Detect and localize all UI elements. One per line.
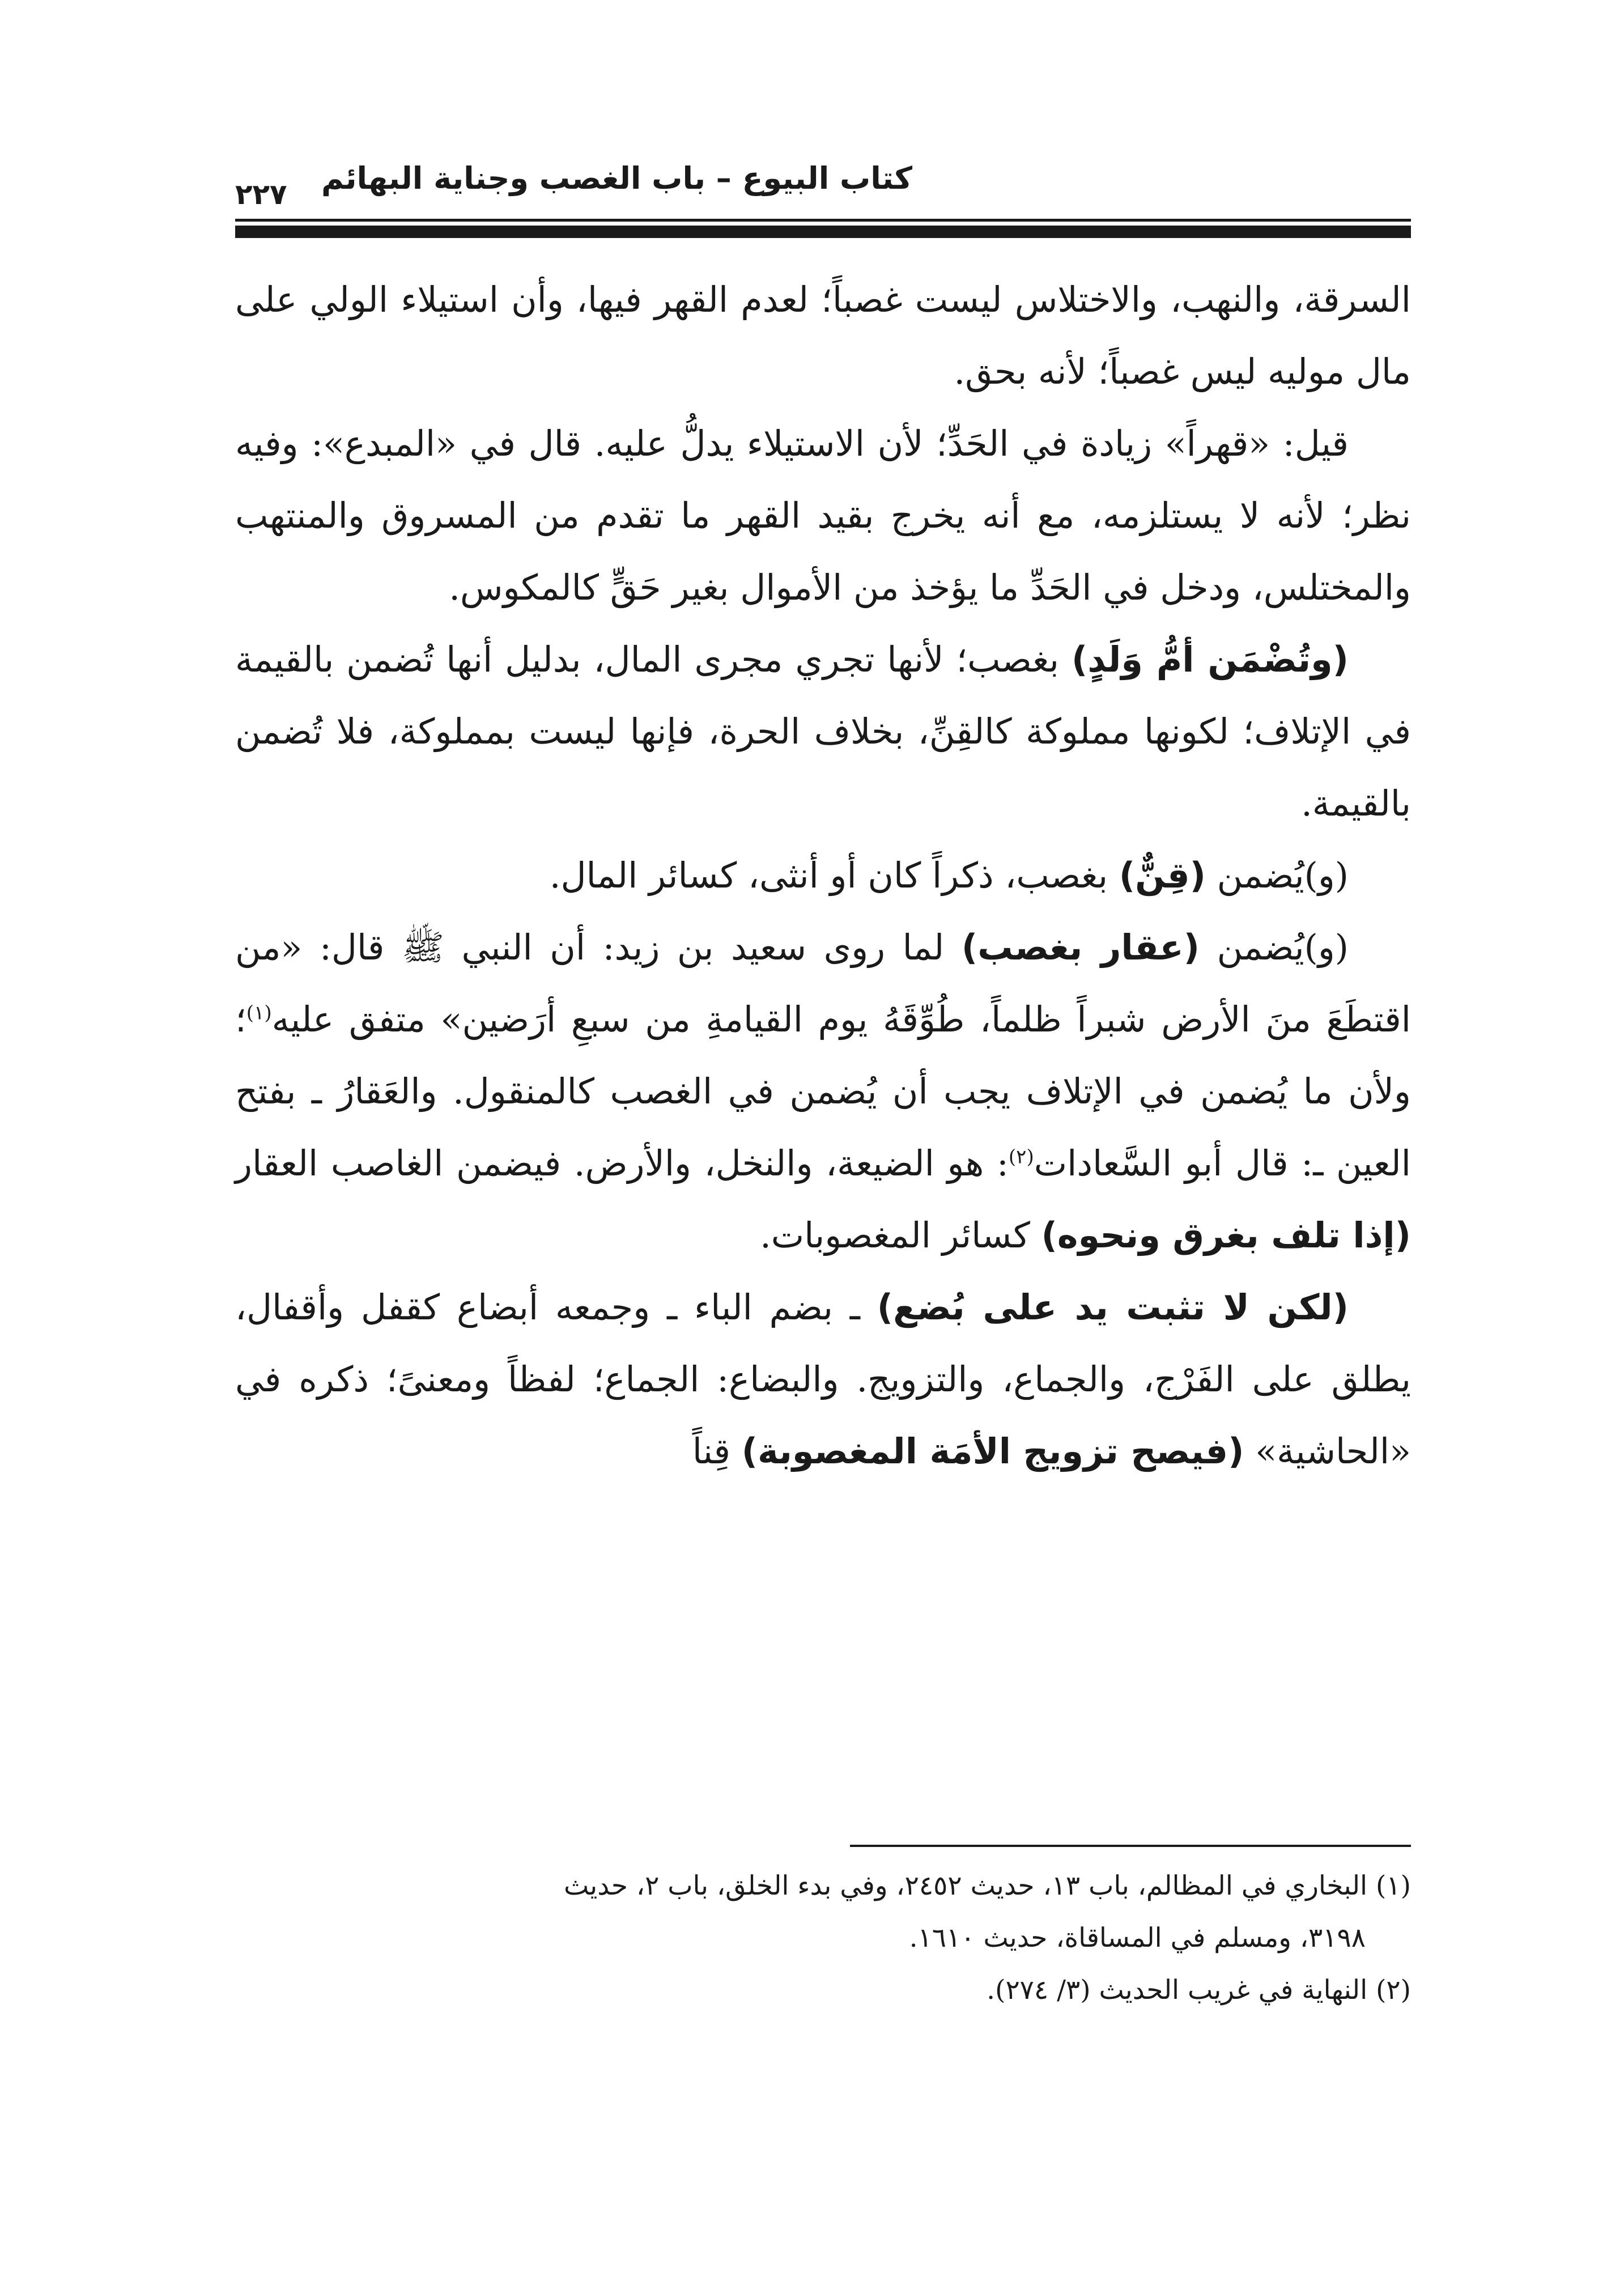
bold-term: (فيصح تزويج الأمَة المغصوبة) bbox=[741, 1430, 1244, 1472]
bold-term: (وتُضْمَن أمُّ وَلَدٍ) bbox=[1071, 639, 1349, 680]
page-number: ٢٢٧ bbox=[235, 178, 287, 211]
footnotes bbox=[235, 1860, 1411, 2016]
header-rule-thick bbox=[235, 226, 1411, 238]
running-header bbox=[235, 153, 1411, 215]
footnote-2: (٢) النهاية في غريب الحديث (٣/ ٢٧٤). bbox=[987, 1974, 1411, 2006]
bold-term: (إذا تلف بغرق ونحوه) bbox=[1041, 1215, 1411, 1256]
header-title: كتاب البيوع – باب الغصب وجناية البهائم bbox=[321, 160, 912, 196]
footnote-ref-1[interactable]: (١) bbox=[246, 1001, 272, 1025]
bold-term: (لكن لا تثبت يد على بُضع) bbox=[877, 1286, 1349, 1328]
paragraph-3: (وتُضْمَن أمُّ وَلَدٍ) بغصب؛ لأنها تجري مجرى المال، بدليل أنها تُضمن بالقيمة في الإتلاف؛ لكونها مملوكة كالقِنِّ، بخلاف الحرة، فإنها ليست بمملوكة، فلا تُضمن بالقيمة. bbox=[235, 639, 1411, 824]
header-rule-thin bbox=[235, 219, 1411, 222]
paragraph-6: (لكن لا تثبت يد على بُضع) ـ بضم الباء ـ وجمعه أبضاع كقفل وأقفال، يطلق على الفَرْج، والجماع، والتزويج. والبضاع: الجماع؛ لفظاً ومعنىً؛ ذكره في «الحاشية» (فيصح تزويج الأمَة المغصوبة) قِناً bbox=[235, 1286, 1411, 1472]
paragraph-2: قيل: «قهراً» زيادة في الحَدِّ؛ لأن الاستيلاء يدلُّ عليه. قال في «المبدع»: وفيه نظر؛ لأنه لا يستلزمه، مع أنه يخرج بقيد القهر ما تقدم من المسروق والمنتهب والمختلس، ودخل في الحَدِّ ما يؤخذ من الأموال بغير حَقٍّ كالمكوس. bbox=[235, 423, 1411, 608]
bold-term: (قِنٌّ) bbox=[1119, 855, 1206, 896]
footnote-separator bbox=[850, 1845, 1411, 1847]
paragraph-5: (و)يُضمن (عقار بغصب) لما روى سعيد بن زيد: أن النبي ﷺ قال: «من اقتطَعَ منَ الأرض شبراً ظلماً، طُوِّقَهُ يوم القيامةِ من سبعِ أرَضين» متفق عليه$^{(١)}$؛ ولأن ما يُضمن في الإتلاف يجب أن يُضمن في الغصب كالمنقول. والعَقارُ ـ بفتح العين ـ: قال أبو السَّعادات$^{(٢)}$: هو الضيعة، والنخل، والأرض. فيضمن الغاصب العقار (إذا تلف بغرق ونحوه) كسائر المغصوبات. bbox=[235, 927, 1411, 1256]
paragraph-1: السرقة، والنهب، والاختلاس ليست غصباً؛ لعدم القهر فيها، وأن استيلاء الولي على مال موليه ليس غصباً؛ لأنه بحق. bbox=[235, 279, 1411, 392]
footnote-1: (١) البخاري في المظالم، باب ١٣، حديث ٢٤٥٢، وفي بدء الخلق، باب ٢، حديث bbox=[563, 1870, 1411, 1901]
footnote-ref-2[interactable]: (٢) bbox=[1008, 1145, 1034, 1169]
footnote-1-continued: ٣١٩٨، ومسلم في المساقاة، حديث ١٦١٠. bbox=[909, 1922, 1366, 1954]
paragraph-4: (و)يُضمن (قِنٌّ) بغصب، ذكراً كان أو أنثى، كسائر المال. bbox=[549, 855, 1349, 896]
bold-term: (عقار بغصب) bbox=[961, 927, 1200, 968]
body-text bbox=[235, 264, 1411, 1487]
